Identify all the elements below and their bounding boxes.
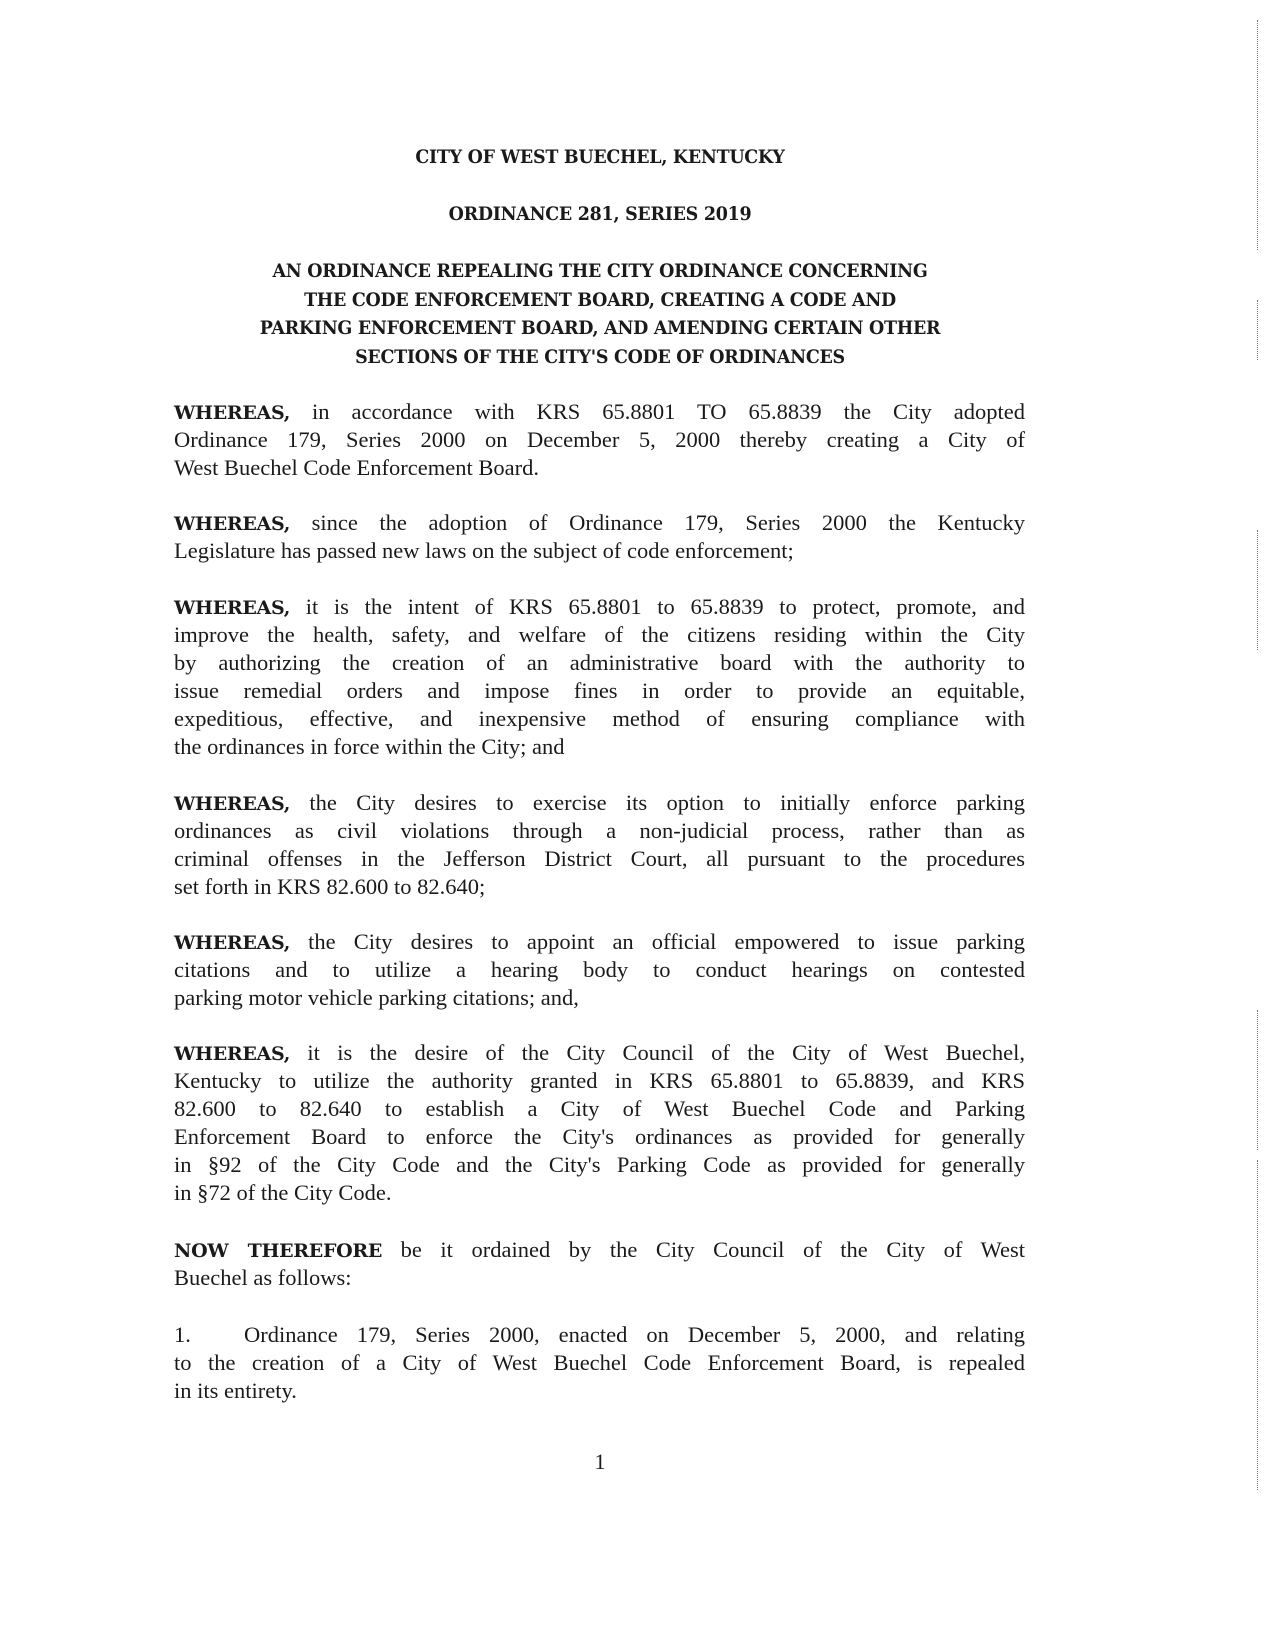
paragraph-line: parking motor vehicle parking citations; and, [174, 985, 579, 1010]
title-line: PARKING ENFORCEMENT BOARD, AND AMENDING CERTAIN OTHER [259, 317, 941, 339]
paragraph-line [174, 593, 1025, 621]
line-text: be it ordained by the City Council of the City of West [382, 1237, 1025, 1262]
item-line [174, 1321, 1025, 1349]
numbered-item [174, 1321, 1025, 1405]
paragraph-lead: WHEREAS, [174, 932, 291, 954]
paragraph [174, 509, 1025, 565]
scan-edge-mark [1257, 1010, 1259, 1150]
paragraph-line: the ordinances in force within the City; and [174, 734, 565, 759]
line-text: Ordinance 179, Series 2000, enacted on December 5, 2000, and relating [244, 1322, 1025, 1347]
paragraph-line: expeditious, effective, and inexpensive method of ensuring compliance with [174, 706, 1025, 731]
paragraph-line: issue remedial orders and impose fines in order to provide an equitable, [174, 678, 1025, 703]
page-number: 1 [594, 1449, 606, 1474]
paragraph-line [174, 789, 1025, 817]
paragraph-line: Ordinance 179, Series 2000 on December 5, 2000 thereby creating a City of [174, 427, 1025, 452]
paragraph-line: 82.600 to 82.640 to establish a City of West Buechel Code and Parking [174, 1096, 1025, 1121]
paragraph-lead: WHEREAS, [174, 402, 291, 424]
paragraph [174, 1039, 1025, 1207]
paragraph-line: Buechel as follows: [174, 1265, 352, 1290]
paragraph-line: set forth in KRS 82.600 to 82.640; [174, 874, 486, 899]
scan-edge-mark [1257, 530, 1259, 650]
title-line: THE CODE ENFORCEMENT BOARD, CREATING A CODE AND [304, 288, 896, 311]
paragraph-lead: WHEREAS, [174, 513, 291, 535]
paragraph-line [174, 398, 1025, 426]
item-line: in its entirety. [174, 1378, 297, 1403]
paragraph-lead: WHEREAS, [174, 597, 291, 619]
paragraph [174, 1236, 1025, 1292]
paragraph [174, 593, 1025, 761]
line-text: since the adoption of Ordinance 179, Series 2000 the Kentucky [290, 510, 1025, 535]
ordinance-title [48, 257, 1152, 371]
line-text: it is the intent of KRS 65.8801 to 65.8839 to protect, promote, and [290, 594, 1025, 619]
paragraph-lead: NOW THEREFORE [174, 1240, 383, 1262]
item-number: 1. [174, 1322, 191, 1347]
line-text: it is the desire of the City Council of the City of West Buechel, [290, 1040, 1025, 1065]
line-text: the City desires to exercise its option to initially enforce parking [290, 790, 1025, 815]
paragraph-line: ordinances as civil violations through a non-judicial process, rather than as [174, 818, 1025, 843]
paragraph-line: Kentucky to utilize the authority granted in KRS 65.8801 to 65.8839, and KRS [174, 1068, 1025, 1093]
city-heading: CITY OF WEST BUECHEL, KENTUCKY [415, 146, 785, 168]
scan-edge-mark [1257, 1160, 1259, 1490]
line-text: in accordance with KRS 65.8801 TO 65.8839 the City adopted [290, 399, 1025, 424]
paragraph-line [174, 509, 1025, 537]
paragraph-line: West Buechel Code Enforcement Board. [174, 455, 539, 480]
title-line: SECTIONS OF THE CITY'S CODE OF ORDINANCES [355, 345, 845, 368]
paragraph-line: in §72 of the City Code. [174, 1180, 392, 1205]
paragraph-line [174, 1039, 1025, 1067]
paragraph-line: criminal offenses in the Jefferson District Court, all pursuant to the procedures [174, 846, 1025, 871]
ordinance-number: ORDINANCE 281, SERIES 2019 [448, 203, 752, 225]
paragraph [174, 398, 1025, 482]
paragraph-line: in §92 of the City Code and the City's Parking Code as provided for generally [174, 1152, 1025, 1177]
paragraph-line [174, 1236, 1025, 1264]
paragraph-line [174, 928, 1025, 956]
paragraph-line: Legislature has passed new laws on the subject of code enforcement; [174, 538, 794, 563]
paragraph-lead: WHEREAS, [174, 1043, 291, 1065]
scan-edge-mark [1257, 300, 1259, 360]
title-line: AN ORDINANCE REPEALING THE CITY ORDINANCE CONCERNING [272, 260, 928, 282]
paragraph-line: citations and to utilize a hearing body to conduct hearings on contested [174, 957, 1025, 982]
paragraph-line: Enforcement Board to enforce the City's ordinances as provided for generally [174, 1124, 1025, 1149]
paragraph-line: by authorizing the creation of an administrative board with the authority to [174, 650, 1025, 675]
item-line: to the creation of a City of West Buechel Code Enforcement Board, is repealed [174, 1350, 1025, 1375]
paragraph-lead: WHEREAS, [174, 793, 291, 815]
scan-edge-mark [1257, 20, 1259, 250]
paragraph-line: improve the health, safety, and welfare of the citizens residing within the City [174, 622, 1025, 647]
paragraph [174, 789, 1025, 901]
paragraph [174, 928, 1025, 1012]
line-text: the City desires to appoint an official empowered to issue parking [290, 929, 1025, 954]
